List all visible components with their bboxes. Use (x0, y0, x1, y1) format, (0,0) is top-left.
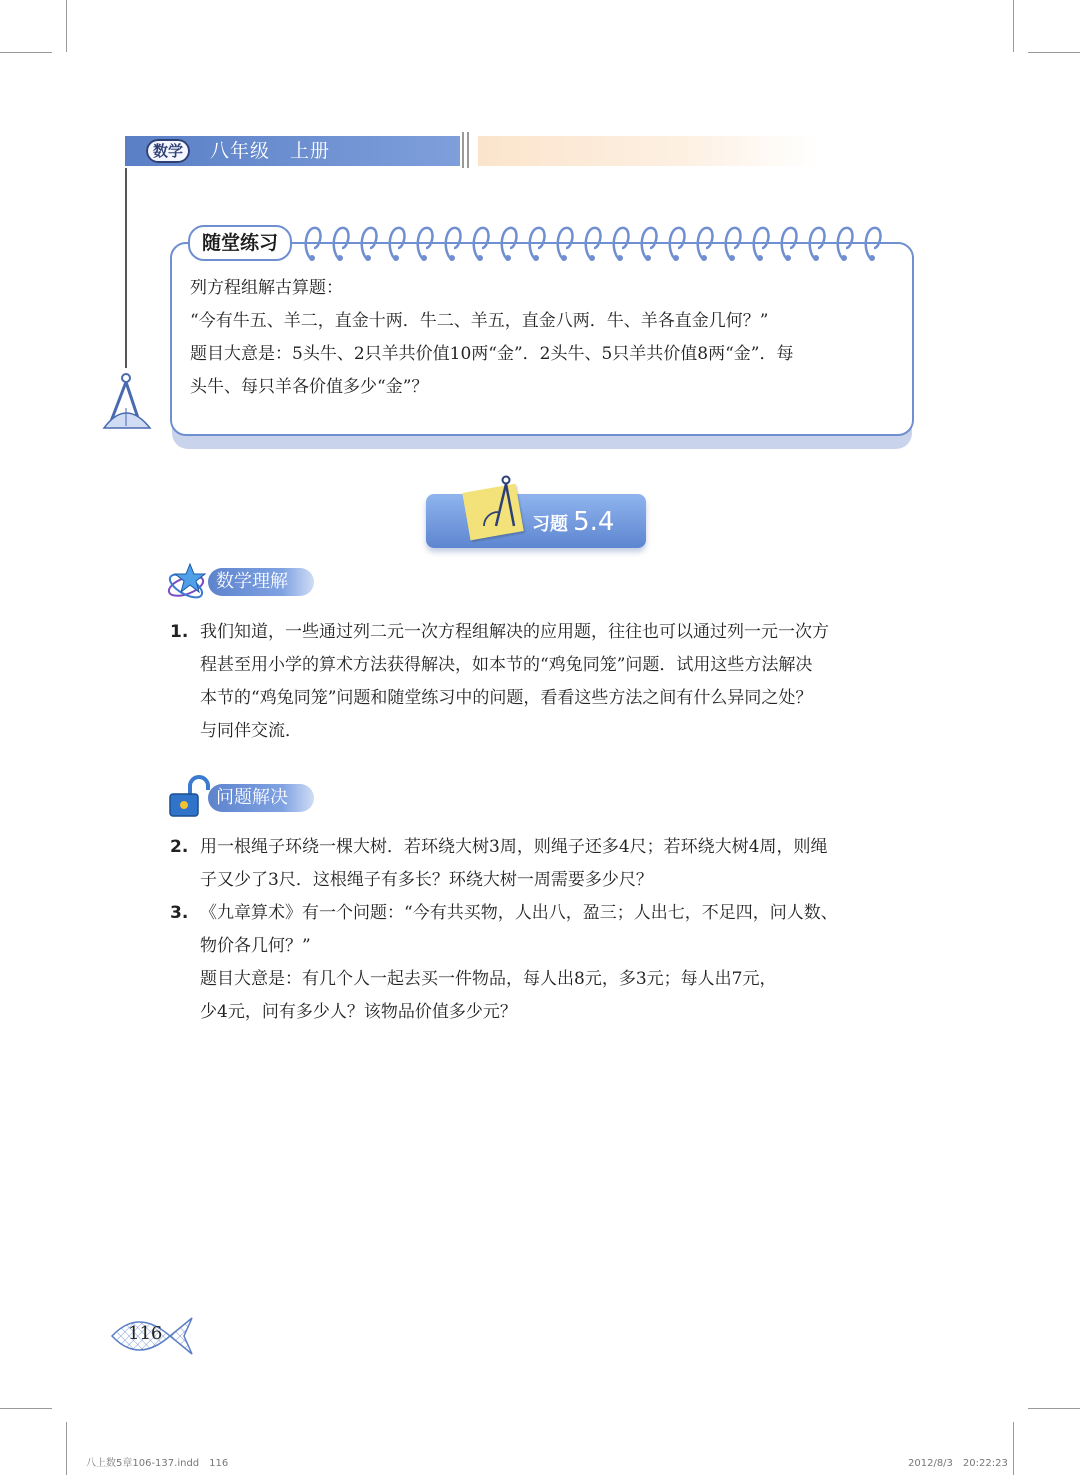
question-line: 子又少了3尺．这根绳子有多长？环绕大树一周需要多少尺？ (200, 870, 653, 890)
book-title: 八年级 上册 (210, 140, 331, 162)
crop-mark (1013, 1422, 1014, 1475)
question-number: 1. (170, 622, 189, 642)
compass-icon (478, 474, 522, 534)
print-info-right: 2012/8/3 20:22:23 (908, 1458, 1008, 1469)
question-line: 我们知道，一些通过列二元一次方程组解决的应用题，往往也可以通过列一元一次方 (200, 622, 829, 642)
header-divider (462, 132, 464, 168)
margin-rule (125, 168, 127, 368)
exercise-number: 5.4 (573, 507, 615, 537)
practice-line: 列方程组解古算题： (190, 278, 343, 298)
question-2 (170, 831, 910, 897)
question-number: 3. (170, 903, 189, 923)
question-line: 物价各几何？” (200, 936, 311, 956)
question-line: 少4元，问有多少人？该物品价值多少元？ (200, 1002, 517, 1022)
crop-mark (1013, 0, 1014, 52)
section-math-understanding: 数学理解 (208, 568, 314, 596)
question-3 (170, 897, 910, 1029)
question-line: 与同伴交流． (200, 721, 302, 741)
print-info-left: 八上数5章106-137.indd 116 (86, 1458, 229, 1469)
exercise-label-text: 习题 (532, 514, 568, 535)
question-line: 《九章算术》有一个问题：“今有共买物，人出八，盈三；人出七，不足四，问人数、 (200, 903, 838, 923)
practice-text (190, 272, 902, 404)
crop-mark (0, 1408, 52, 1409)
subject-tag: 数学 (146, 139, 190, 163)
crop-mark (1028, 52, 1080, 53)
question-line: 本节的“鸡兔同笼”问题和随堂练习中的问题，看看这些方法之间有什么异同之处？ (200, 688, 813, 708)
crop-mark (0, 52, 52, 53)
atom-star-icon (166, 562, 212, 604)
crop-mark (66, 1422, 67, 1475)
compass-ruler-icon (100, 368, 154, 432)
question-line: 用一根绳子环绕一棵大树．若环绕大树3周，则绳子还多4尺；若环绕大树4周，则绳 (200, 837, 828, 857)
page-number: 116 (128, 1323, 163, 1344)
lock-icon (166, 774, 210, 820)
header-gradient (478, 136, 818, 166)
spiral-binding-icon (300, 218, 900, 266)
practice-line: 题目大意是：5头牛、2只羊共价值10两“金”．2头牛、5只羊共价值8两“金”．每 (190, 344, 794, 364)
practice-line: “今有牛五、羊二，直金十两．牛二、羊五，直金八两．牛、羊各直金几何？” (190, 311, 769, 331)
exercise-label (532, 502, 614, 545)
practice-title: 随堂练习 (188, 225, 292, 261)
question-line: 程甚至用小学的算术方法获得解决，如本节的“鸡兔同笼”问题．试用这些方法解决 (200, 655, 813, 675)
question-number: 2. (170, 837, 189, 857)
question-line: 题目大意是：有几个人一起去买一件物品，每人出8元，多3元；每人出7元， (200, 969, 777, 989)
practice-line: 头牛、每只羊各价值多少“金”？ (190, 377, 429, 397)
crop-mark (1028, 1408, 1080, 1409)
question-1 (170, 616, 910, 748)
crop-mark (66, 0, 67, 52)
section-problem-solving: 问题解决 (208, 784, 314, 812)
header-divider (467, 132, 469, 168)
